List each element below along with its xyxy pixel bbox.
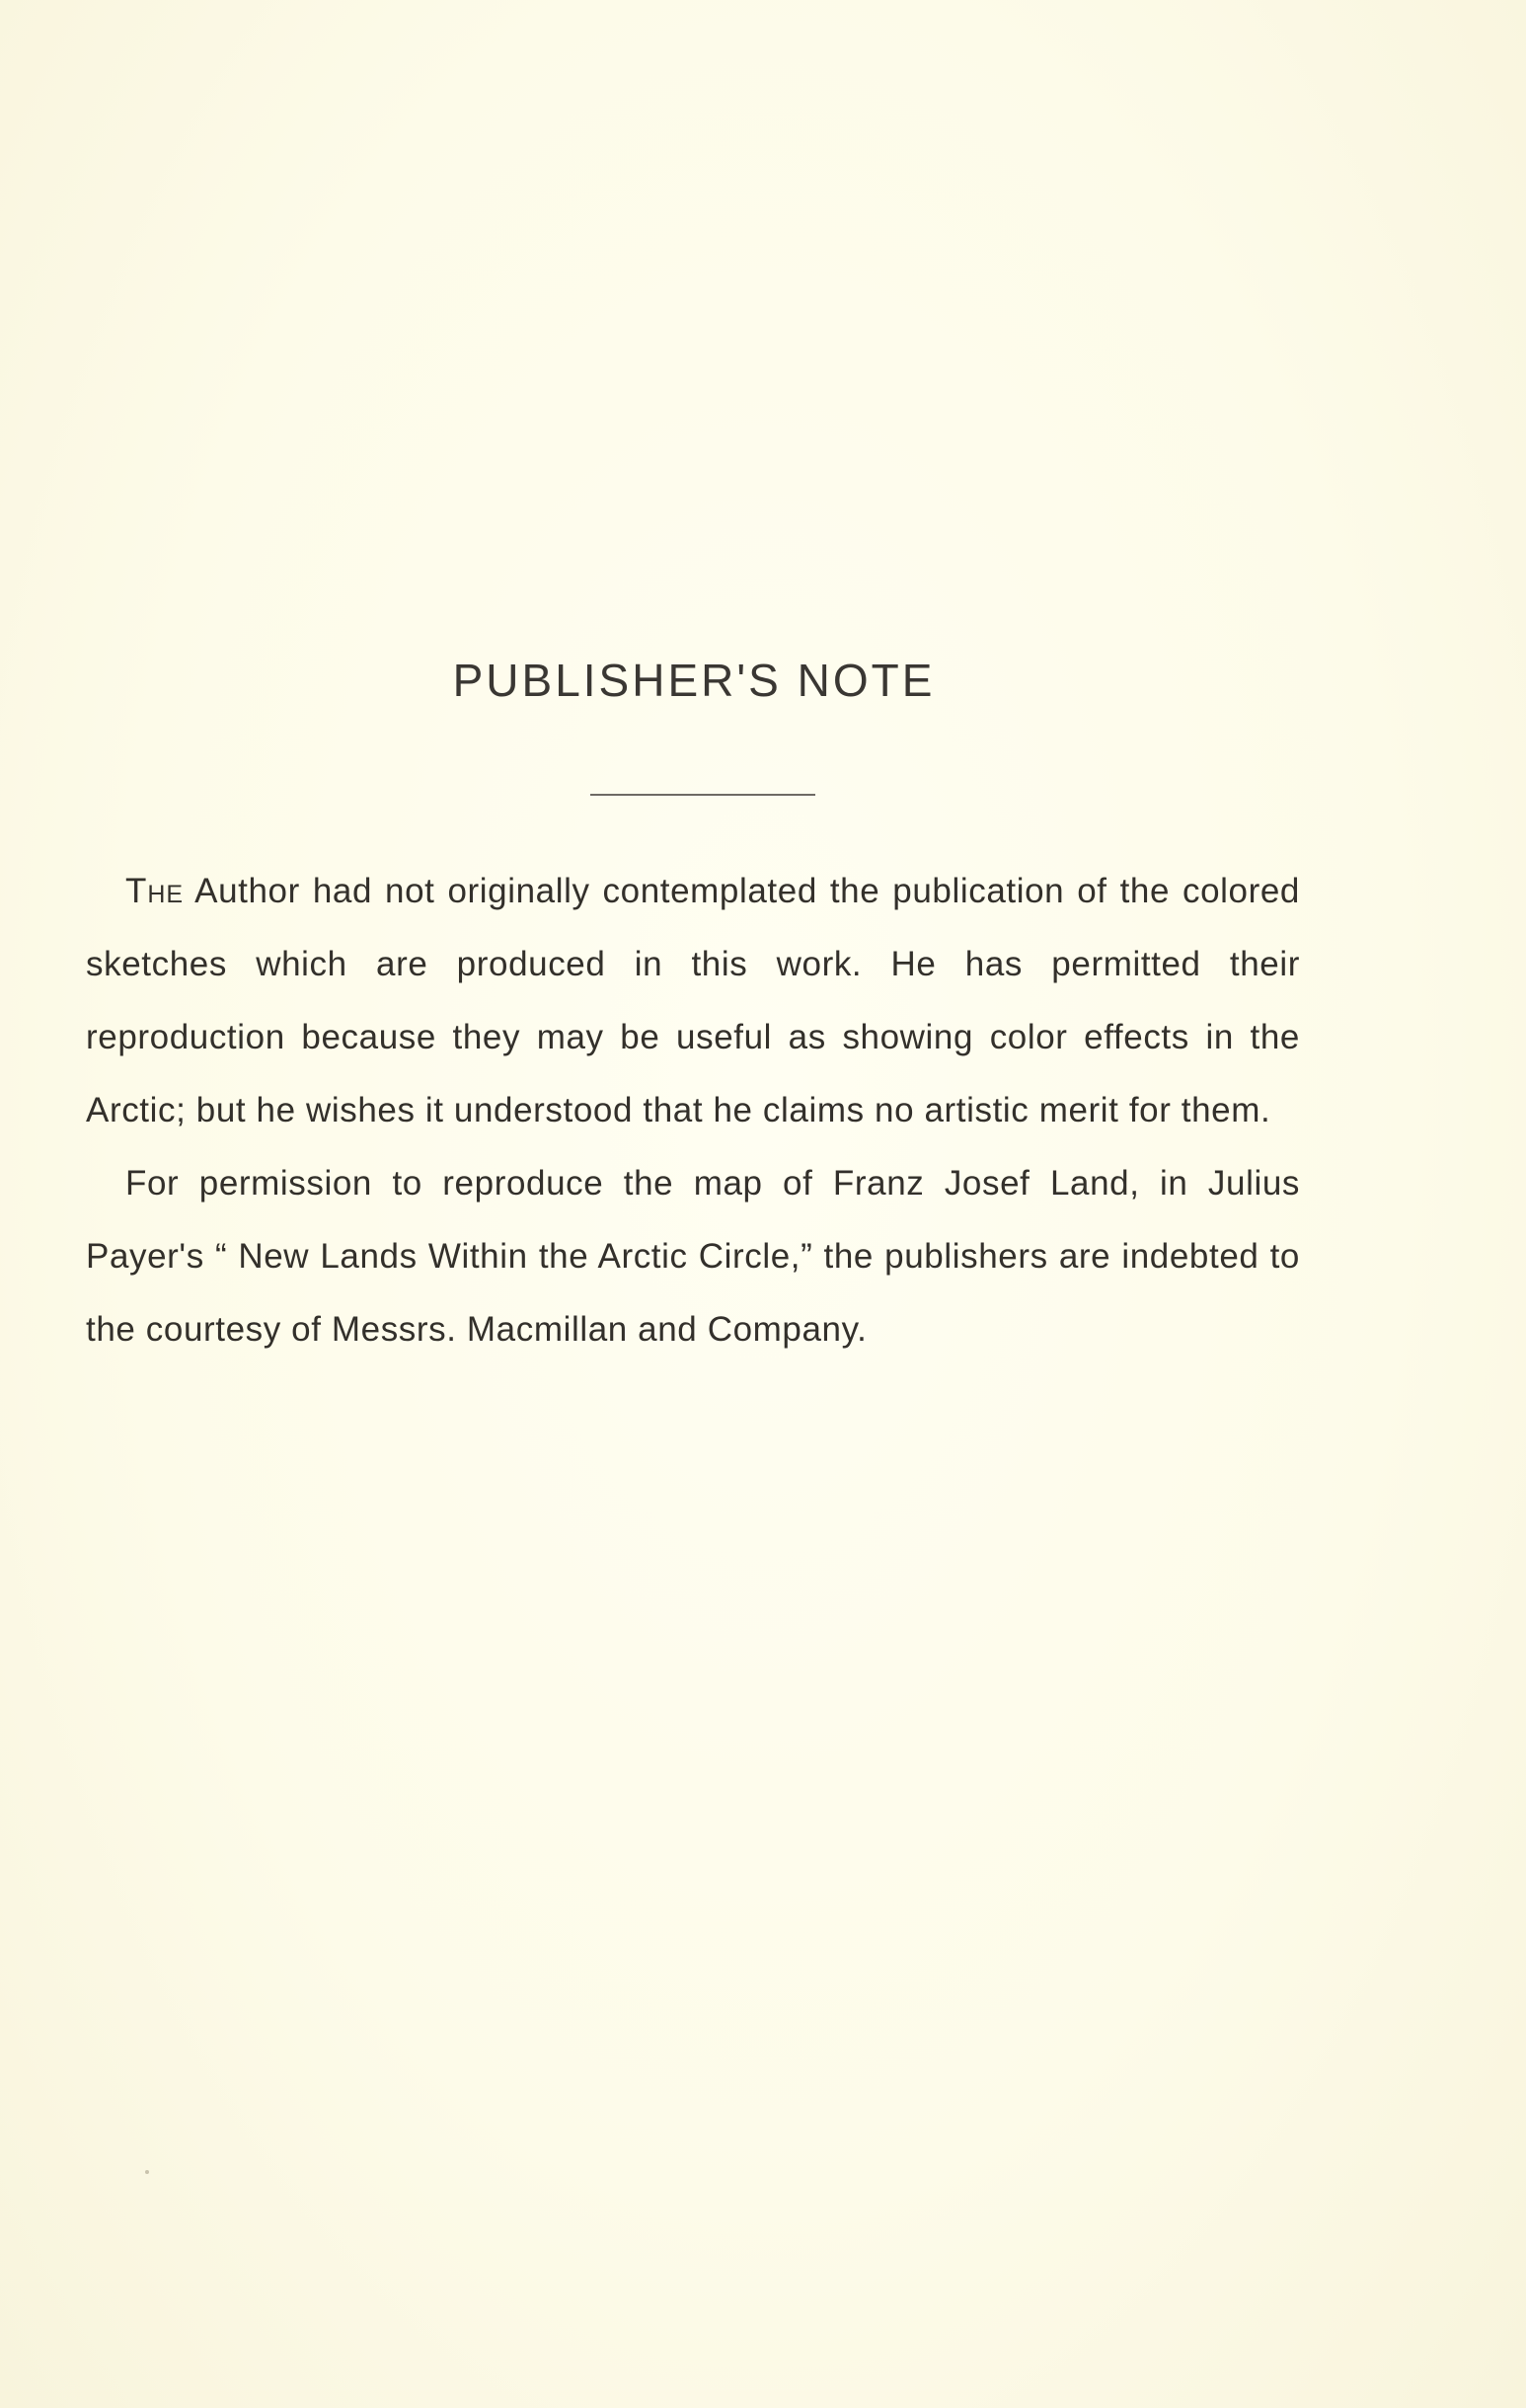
paragraph-1-text: Author had not originally contemplated the publication of the colored sketches which are produced in this work. He has permitted their reproduction because they may be useful as showing color effects in the Arctic; but he wishes it understood that he claims no artistic merit for them. <box>86 872 1300 1129</box>
note-body <box>86 855 1300 1366</box>
paragraph-2-text: For permission to reproduce the map of Franz Josef Land, in Julius Payer's “ New Lands Within the Arctic Circle,” the publishers are indebted to the courtesy of Messrs. Macmillan and Company. <box>86 1164 1300 1349</box>
title-divider <box>590 794 815 796</box>
page-title: PUBLISHER'S NOTE <box>452 655 936 706</box>
paragraph-2 <box>86 1147 1300 1366</box>
paragraph-1 <box>86 855 1300 1147</box>
paper-speck <box>145 2170 149 2174</box>
paragraph-1-lead-word: The <box>125 872 185 910</box>
